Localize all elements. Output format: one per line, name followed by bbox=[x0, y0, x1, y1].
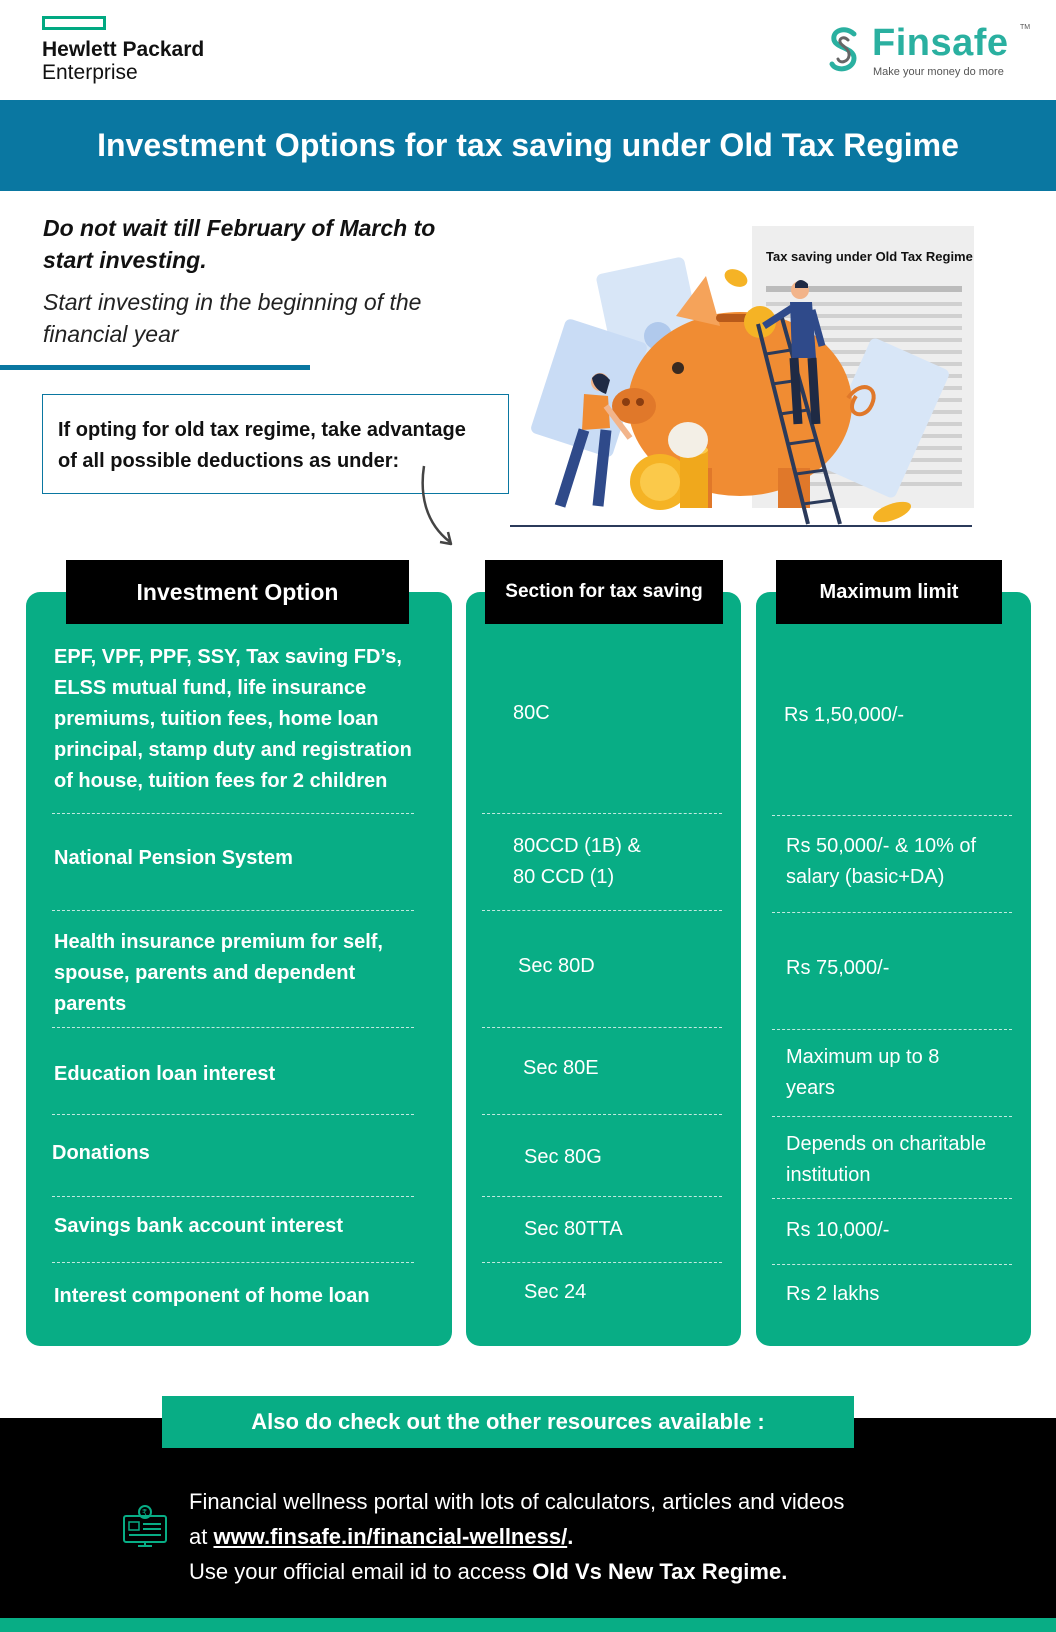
svg-text:₹: ₹ bbox=[142, 1508, 148, 1517]
row-divider bbox=[772, 1029, 1012, 1030]
row-divider bbox=[482, 1196, 722, 1197]
row-divider bbox=[482, 813, 722, 814]
title-banner bbox=[0, 100, 1056, 191]
row-divider bbox=[52, 1114, 414, 1115]
row-divider bbox=[482, 910, 722, 911]
section-line: 80 CCD (1) bbox=[513, 866, 615, 888]
option-cell: National Pension System bbox=[54, 847, 293, 869]
callout-line: If opting for old tax regime, take advantage bbox=[58, 419, 466, 441]
hpe-logo bbox=[42, 16, 242, 86]
limit-cell bbox=[786, 831, 976, 893]
email-prefix: Use your official email id to access bbox=[189, 1559, 533, 1584]
row-divider bbox=[772, 1264, 1012, 1265]
section-cell: Sec 80TTA bbox=[524, 1218, 623, 1240]
illustration-doc-title: Tax saving under Old Tax Regime bbox=[766, 249, 973, 264]
finsafe-tagline: Make your money do more bbox=[873, 66, 1004, 78]
investment-option-header: Investment Option bbox=[66, 560, 409, 624]
option-line: premiums, tuition fees, home loan bbox=[54, 708, 379, 730]
portal-line: Financial wellness portal with lots of calculators, articles and videos bbox=[189, 1489, 845, 1514]
option-cell: Interest component of home loan bbox=[54, 1285, 370, 1307]
finsafe-logo bbox=[826, 22, 1031, 82]
limit-cell bbox=[786, 1129, 986, 1191]
portal-link-line bbox=[189, 1519, 1009, 1554]
limit-line: institution bbox=[786, 1164, 871, 1186]
callout-line: of all possible deductions as under: bbox=[58, 450, 400, 472]
intro-italic-text bbox=[43, 286, 473, 350]
row-divider bbox=[482, 1114, 722, 1115]
row-divider bbox=[772, 912, 1012, 913]
row-divider bbox=[52, 1262, 414, 1263]
section-cell: 80C bbox=[513, 702, 550, 724]
email-line bbox=[189, 1554, 1009, 1589]
option-line: spouse, parents and dependent bbox=[54, 962, 356, 984]
limit-line: salary (basic+DA) bbox=[786, 866, 945, 888]
option-line: parents bbox=[54, 993, 127, 1015]
option-cell: Education loan interest bbox=[54, 1063, 276, 1085]
limit-line: Rs 50,000/- & 10% of bbox=[786, 835, 977, 857]
finsafe-mark-icon bbox=[826, 26, 862, 78]
limit-cell: Rs 10,000/- bbox=[786, 1219, 890, 1241]
footer-stripe bbox=[0, 1618, 1056, 1632]
piggy-bank-illustration bbox=[510, 218, 1010, 530]
row-divider bbox=[482, 1027, 722, 1028]
intro-italic-line: financial year bbox=[43, 321, 179, 347]
tax-regime-tool-name: Old Vs New Tax Regime. bbox=[532, 1559, 788, 1584]
row-divider bbox=[772, 1198, 1012, 1199]
option-line: Health insurance premium for self, bbox=[54, 931, 383, 953]
limit-line: Depends on charitable bbox=[786, 1133, 987, 1155]
portal-description bbox=[189, 1484, 1009, 1589]
resources-heading: Also do check out the other resources available : bbox=[251, 1409, 765, 1434]
resources-heading-bar bbox=[162, 1396, 854, 1448]
finsafe-logo-name: Finsafe bbox=[872, 22, 1009, 64]
limit-line: Maximum up to 8 bbox=[786, 1046, 940, 1068]
calculator-screen-icon bbox=[122, 1504, 168, 1550]
option-cell: Donations bbox=[52, 1142, 150, 1164]
option-line: principal, stamp duty and registration bbox=[54, 739, 412, 761]
financial-wellness-link[interactable]: www.finsafe.in/financial-wellness/ bbox=[213, 1524, 568, 1549]
section-cell: Sec 80E bbox=[523, 1057, 599, 1079]
maximum-limit-header: Maximum limit bbox=[776, 560, 1002, 624]
intro-divider bbox=[0, 365, 310, 370]
option-cell: Savings bank account interest bbox=[54, 1215, 343, 1237]
section-cell: Sec 80G bbox=[524, 1146, 602, 1168]
limit-cell bbox=[786, 1042, 939, 1104]
option-line: EPF, VPF, PPF, SSY, Tax saving FD’s, bbox=[54, 646, 402, 668]
option-cell bbox=[54, 927, 444, 1020]
option-line: ELSS mutual fund, life insurance bbox=[54, 677, 367, 699]
intro-italic-line: Start investing in the beginning of the bbox=[43, 289, 422, 315]
limit-cell: Rs 75,000/- bbox=[786, 957, 890, 979]
row-divider bbox=[772, 815, 1012, 816]
hpe-logo-name: Hewlett Packard bbox=[42, 38, 205, 61]
intro-bold-line: Do not wait till February of March to bbox=[43, 215, 436, 241]
section-cell bbox=[513, 831, 641, 893]
limit-cell: Rs 1,50,000/- bbox=[784, 704, 905, 726]
portal-period: . bbox=[567, 1524, 574, 1549]
intro-bold-line: start investing. bbox=[43, 247, 207, 273]
section-cell: Sec 24 bbox=[524, 1281, 587, 1303]
hpe-logo-sub: Enterprise bbox=[42, 61, 138, 84]
hpe-element-icon bbox=[42, 16, 106, 30]
section-header: Section for tax saving bbox=[485, 560, 723, 624]
section-cell: Sec 80D bbox=[518, 955, 595, 977]
row-divider bbox=[52, 1196, 414, 1197]
finsafe-trademark: TM bbox=[1020, 24, 1031, 31]
page-title: Investment Options for tax saving under Old Tax Regime bbox=[97, 127, 959, 163]
curved-arrow-icon bbox=[410, 462, 460, 552]
portal-at-text: at bbox=[189, 1524, 214, 1549]
intro-bold-text bbox=[43, 212, 473, 276]
option-line: of house, tuition fees for 2 children bbox=[54, 770, 388, 792]
row-divider bbox=[482, 1262, 722, 1263]
row-divider bbox=[52, 1027, 414, 1028]
row-divider bbox=[52, 813, 414, 814]
limit-cell: Rs 2 lakhs bbox=[786, 1283, 880, 1305]
row-divider bbox=[772, 1116, 1012, 1117]
section-line: 80CCD (1B) & bbox=[513, 835, 641, 857]
row-divider bbox=[52, 910, 414, 911]
option-cell bbox=[54, 642, 444, 797]
limit-line: years bbox=[786, 1077, 835, 1099]
